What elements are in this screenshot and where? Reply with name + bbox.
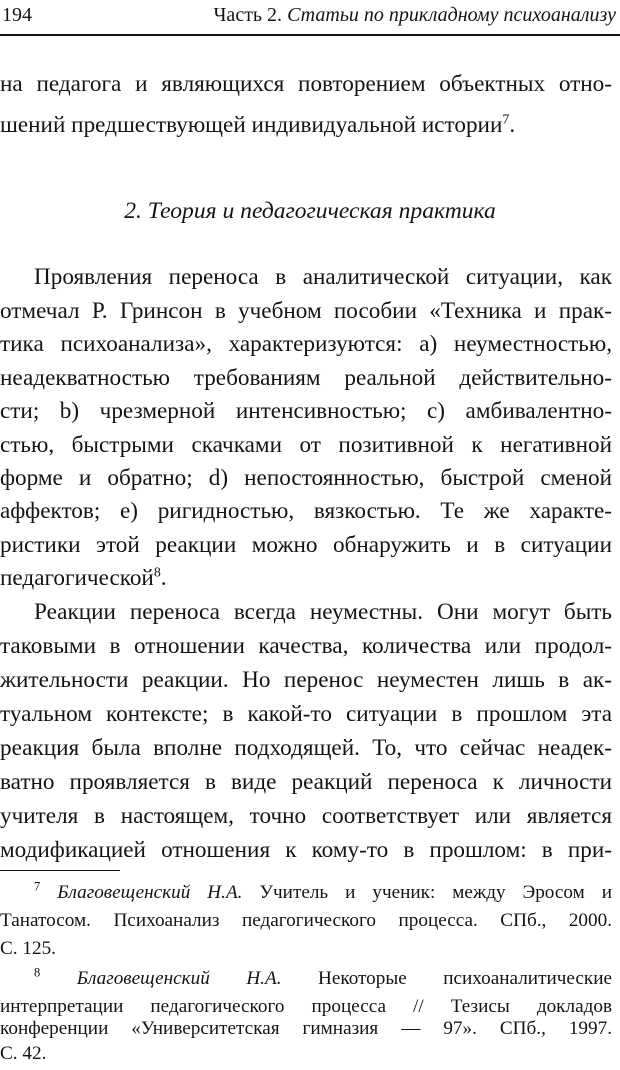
paragraph-1-line: ристики этой реакции можно обнаружить и в ситуации (0, 532, 612, 558)
part-label: Часть 2. (213, 4, 283, 26)
footnote-8-author: Благовещенский Н.А. (76, 968, 282, 989)
paragraph-2-line: туальном контексте; в какой-то ситуации в прошлом эта (0, 701, 612, 727)
paragraph-1-line: стью, быстрыми скачками от позитивной к негативной (0, 432, 612, 458)
paragraph-1-line: аффектов; е) ригидностью, вязкостью. Те же характе- (0, 498, 612, 524)
footnote-8-line: интерпретации педагогического процесса // Тезисы докладов (0, 996, 612, 1017)
paragraph-1-end: . (160, 565, 167, 591)
intro-line-last (0, 109, 612, 141)
paragraph-1-line-text: педагогической (0, 565, 154, 591)
paragraph-1-line: отмечал Р. Гринсон в учебном пособии «Техника и прак- (0, 298, 612, 324)
footnote-ref-8: 8 (153, 565, 161, 581)
intro-line-text: шений предшествующей индивидуальной истории (0, 112, 503, 138)
paragraph-2-line: учителя в настоящем, точно соответствует или является (0, 803, 612, 829)
footnote-7-text: Учитель и ученик: между Эросом и (242, 882, 612, 903)
paragraph-1-line: форме и обратно; d) непостоянностью, быстрой сменой (0, 465, 612, 491)
intro-line: на педагога и являющихся повторением объектных отно- (0, 71, 612, 97)
part-title: Статьи по прикладному психоанализу (287, 4, 616, 26)
paragraph-1-line: тика психоанализа», характеризуются: а) неуместностью, (0, 331, 612, 357)
footnote-8-first-line (34, 965, 612, 993)
running-title (213, 2, 616, 28)
paragraph-2-line: реакция была вполне подходящей. То, что сейчас неадек- (0, 735, 612, 761)
paragraph-2-line: жительности реакции. Но перенос неуместен лишь в ак- (0, 667, 612, 693)
intro-line-end: . (509, 112, 516, 138)
footnote-ref-7: 7 (502, 112, 510, 128)
paragraph-1-line: Проявления переноса в аналитической ситуации, как (34, 264, 612, 290)
footnote-7-number: 7 (34, 879, 41, 894)
footnote-8-line-last: С. 42. (0, 1043, 47, 1064)
header-rule (0, 34, 620, 36)
paragraph-2-line: ватно проявляется в виде реакций переноса к личности (0, 769, 612, 795)
page-number: 194 (2, 4, 32, 26)
footnote-8-text: Некоторые психоаналитические (281, 968, 612, 989)
paragraph-1-line: сти; b) чрезмерной интенсивностью; с) амбивалентно- (0, 398, 612, 424)
section-title: 2. Теория и педагогическая практика (124, 198, 496, 224)
paragraph-2-line: модификацией отношения к кому-то в прошлом: в при- (0, 837, 612, 863)
footnote-7-first-line (34, 879, 612, 907)
footnote-7-line: Танатосом. Психоанализ педагогического процесса. СПб., 2000. (0, 910, 612, 931)
footnote-8-number: 8 (34, 965, 41, 980)
footnote-8-line: конференции «Университетская гимназия — 97». СПб., 1997. (0, 1018, 612, 1039)
paragraph-2-line: таковыми в отношении качества, количества или продол- (0, 633, 612, 659)
paragraph-1-line-last (0, 562, 612, 594)
footnote-rule (0, 870, 120, 871)
running-head (0, 2, 616, 32)
footnote-7-line-last: С. 125. (0, 938, 56, 959)
footnote-7-author: Благовещенский Н.А. (57, 882, 243, 903)
paragraph-2-line: Реакции переноса всегда неуместны. Они могут быть (34, 599, 612, 625)
paragraph-1-line: неадекватностью требованиям реальной действительно- (0, 365, 612, 391)
